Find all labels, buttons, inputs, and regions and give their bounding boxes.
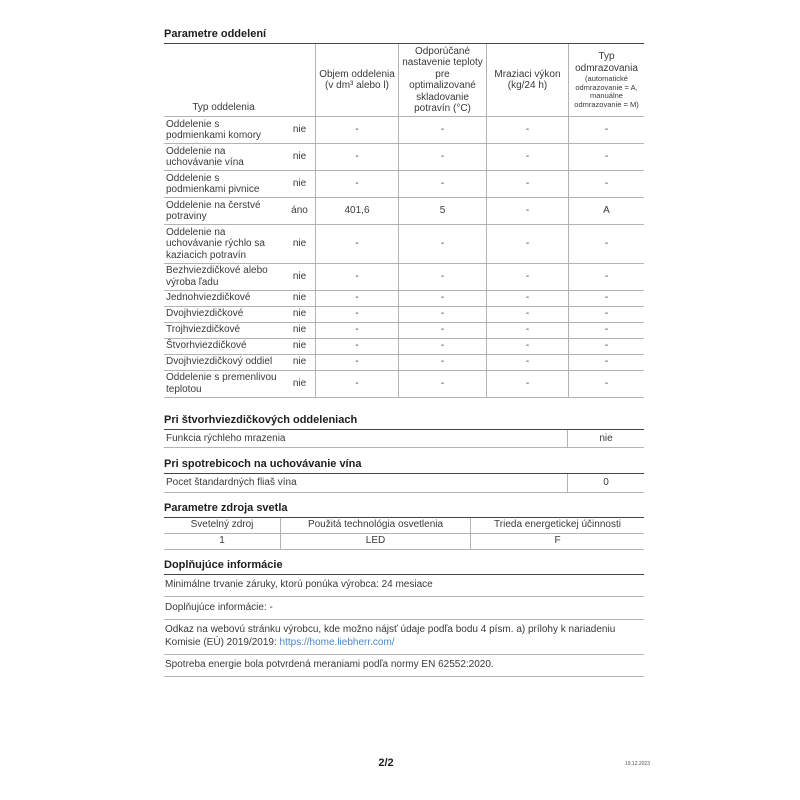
compartment-present: nie <box>292 340 307 352</box>
section-title-four-star: Pri štvorhviezdičkových oddeleniach <box>164 414 644 430</box>
compartment-type: Oddelenie s podmienkami komory <box>166 118 262 141</box>
compartment-volume: - <box>315 264 398 290</box>
compartment-defrost: - <box>568 371 644 397</box>
compartment-freeze: - <box>486 225 568 263</box>
compartment-volume: - <box>315 171 398 197</box>
table-row <box>164 354 644 370</box>
compartment-defrost: - <box>568 264 644 290</box>
compartment-type: Oddelenie na uchovávanie rýchlo sa kaziacich potravín <box>166 226 265 261</box>
col-header-temperature: Odporúčané nastavenie teploty pre optimalizované skladovanie potravín (°C) <box>398 44 486 116</box>
compartment-defrost: - <box>568 307 644 322</box>
document-page <box>164 28 644 677</box>
section-title-additional: Doplňujúce informácie <box>164 559 644 575</box>
compartments-table <box>164 44 644 398</box>
compartment-present: nie <box>292 324 307 336</box>
compartment-freeze: - <box>486 371 568 397</box>
light-source-table <box>164 518 644 550</box>
compartment-type: Oddelenie s podmienkami pivnice <box>166 172 260 195</box>
compartment-present: nie <box>292 356 307 368</box>
col-header-type: Typ oddelenia <box>192 101 255 113</box>
col-header-defrost-note: (automatické odmrazovanie = A, manuálne odmrazovanie = M) <box>574 74 639 109</box>
table-row <box>164 306 644 322</box>
compartment-temp: 5 <box>398 198 486 224</box>
info-row-energy-standard: Spotreba energie bola potvrdená meraniami podľa normy EN 62552:2020. <box>164 655 644 678</box>
compartment-freeze: - <box>486 171 568 197</box>
website-row-text: Odkaz na webovú stránku výrobcu, kde možno nájsť údaje podľa bodu 4 písm. a) prílohy k nariadeniu Komisie (EÚ) 2019/2019: <box>165 624 616 648</box>
compartment-type: Oddelenie na čerstvé potraviny <box>166 199 261 222</box>
compartment-type: Jednohviezdičkové <box>166 292 251 304</box>
col-header-present-spacer <box>284 44 315 116</box>
info-row-additional: Doplňujúce informácie: - <box>164 597 644 620</box>
compartment-temp: - <box>398 323 486 338</box>
table-row <box>164 322 644 338</box>
compartment-present: nie <box>292 377 307 389</box>
table-row <box>164 224 644 263</box>
fast-freeze-value: nie <box>567 430 644 448</box>
compartment-freeze: - <box>486 307 568 322</box>
compartment-temp: - <box>398 291 486 306</box>
compartment-volume: - <box>315 355 398 370</box>
wine-bottles-label: Pocet štandardných fliaš vína <box>166 477 297 488</box>
section-title-light: Parametre zdroja svetla <box>164 502 644 518</box>
compartment-temp: - <box>398 171 486 197</box>
light-col-energy-class: Trieda energetickej účinnosti <box>470 518 644 533</box>
section-title-compartments: Parametre oddelení <box>164 28 644 44</box>
compartment-defrost: - <box>568 291 644 306</box>
wine-row <box>164 474 644 493</box>
compartment-freeze: - <box>486 117 568 143</box>
table-row <box>164 170 644 197</box>
compartment-freeze: - <box>486 355 568 370</box>
compartment-present: nie <box>292 270 307 282</box>
light-energy-class-value: F <box>470 534 644 549</box>
compartment-present: áno <box>291 205 308 217</box>
compartment-temp: - <box>398 339 486 354</box>
compartments-table-header <box>164 44 644 116</box>
light-table-values <box>164 533 644 549</box>
col-header-volume: Objem oddelenia (v dm³ alebo l) <box>315 44 398 116</box>
table-row <box>164 290 644 306</box>
compartment-freeze: - <box>486 198 568 224</box>
compartment-volume: - <box>315 307 398 322</box>
compartment-freeze: - <box>486 291 568 306</box>
compartment-defrost: - <box>568 355 644 370</box>
compartment-volume: - <box>315 371 398 397</box>
compartment-type: Oddelenie s premenlivou teplotou <box>166 372 277 395</box>
compartment-volume: - <box>315 144 398 170</box>
compartment-freeze: - <box>486 264 568 290</box>
four-star-row <box>164 430 644 449</box>
table-row <box>164 263 644 290</box>
compartment-present: nie <box>292 292 307 304</box>
compartment-defrost: - <box>568 225 644 263</box>
compartment-present: nie <box>292 178 307 190</box>
compartment-volume: - <box>315 225 398 263</box>
fast-freeze-label: Funkcia rýchleho mrazenia <box>166 432 286 444</box>
compartment-present: nie <box>292 308 307 320</box>
compartment-defrost: - <box>568 171 644 197</box>
compartment-defrost: - <box>568 144 644 170</box>
compartment-present: nie <box>292 238 307 249</box>
document-date: 19.12.2023 <box>624 761 650 767</box>
compartment-type: Trojhviezdičkové <box>166 324 241 336</box>
compartment-temp: - <box>398 355 486 370</box>
light-col-technology: Použitá technológia osvetlenia <box>280 518 470 533</box>
compartment-volume: - <box>315 339 398 354</box>
compartment-freeze: - <box>486 339 568 354</box>
light-technology-value: LED <box>280 534 470 549</box>
compartment-type: Štvorhviezdičkové <box>166 340 247 352</box>
compartment-defrost: - <box>568 117 644 143</box>
compartment-defrost: - <box>568 323 644 338</box>
table-row <box>164 143 644 170</box>
section-title-wine: Pri spotrebicoch na uchovávanie vína <box>164 458 644 474</box>
table-row <box>164 116 644 143</box>
compartment-volume: - <box>315 117 398 143</box>
compartment-freeze: - <box>486 144 568 170</box>
manufacturer-website-link[interactable]: https://home.liebherr.com/ <box>279 636 395 648</box>
compartment-temp: - <box>398 225 486 263</box>
compartment-type: Dvojhviezdičkové <box>166 308 244 320</box>
compartment-volume: 401,6 <box>315 198 398 224</box>
col-header-freezing-capacity: Mraziaci výkon (kg/24 h) <box>486 44 568 116</box>
table-row <box>164 370 644 397</box>
compartment-defrost: A <box>568 198 644 224</box>
light-source-count: 1 <box>219 535 225 547</box>
info-row-warranty: Minimálne trvanie záruky, ktorú ponúka výrobca: 24 mesiace <box>164 575 644 598</box>
compartment-temp: - <box>398 117 486 143</box>
col-header-defrost-type <box>568 44 644 116</box>
light-table-header <box>164 518 644 533</box>
compartment-temp: - <box>398 144 486 170</box>
compartment-present: nie <box>292 151 307 163</box>
compartment-temp: - <box>398 307 486 322</box>
compartment-volume: - <box>315 323 398 338</box>
compartment-type: Dvojhviezdičkový oddiel <box>166 356 273 368</box>
compartments-table-body <box>164 116 644 397</box>
compartment-defrost: - <box>568 339 644 354</box>
compartment-type: Bezhviezdičkové alebo výroba ľadu <box>166 265 268 288</box>
table-row <box>164 197 644 224</box>
light-col-source: Svetelný zdroj <box>190 519 254 531</box>
wine-bottles-value: 0 <box>567 474 644 492</box>
table-row <box>164 338 644 354</box>
compartment-volume: - <box>315 291 398 306</box>
compartment-present: nie <box>292 124 307 136</box>
col-header-defrost-title: Typ odmrazovania <box>575 51 638 74</box>
info-row-website <box>164 620 644 655</box>
compartment-temp: - <box>398 371 486 397</box>
compartment-type: Oddelenie na uchovávanie vína <box>166 145 244 168</box>
page-number: 2/2 <box>378 757 394 769</box>
compartment-freeze: - <box>486 323 568 338</box>
compartment-temp: - <box>398 264 486 290</box>
